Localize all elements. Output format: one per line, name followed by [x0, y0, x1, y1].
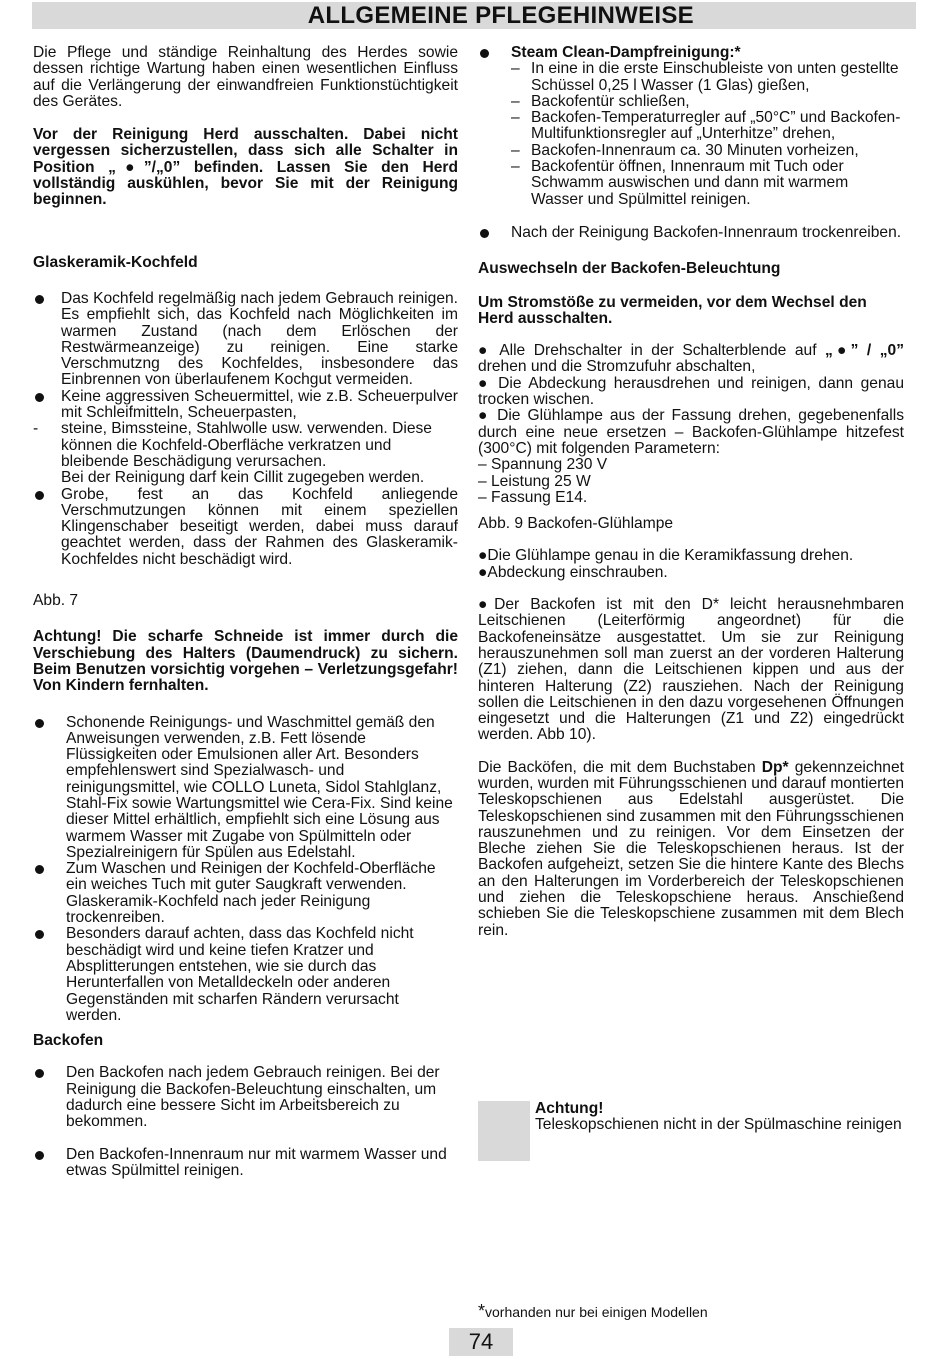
care-bullet-2: Zum Waschen und Reinigen der Kochfeld-Oberfläche ein weiches Tuch mit guter Saugkraft verwenden. Glaskeramik-Kochfeld nach jeder Reinigung trockenreiben. [33, 861, 458, 926]
lamp-spec-voltage: – Spannung 230 V [478, 456, 608, 474]
page-title: ALLGEMEINE PFLEGEHINWEISE [307, 2, 694, 29]
steam-step: – In eine in die erste Einschubleiste von unten gestellte Schüssel 0,25 l Wasser (1 Glas) gießen, [511, 61, 904, 94]
dash-mark: - [33, 420, 39, 438]
lamp-heading: Auswechseln der Backofen-Beleuchtung [478, 260, 781, 278]
steam-step: – Backofentür schließen, [511, 94, 904, 110]
figure-7-label: Abb. 7 [33, 592, 79, 610]
hob-bullet-1: Das Kochfeld regelmäßig nach jedem Gebrauch reinigen. Es empfiehlt sich, das Kochfeld nach Möglichkeiten im warmen Zustand (nach dem Erlöschen der Restwärmeanzeige) zu reinigen. Eine starke Verschmutzng des Kochfeldes, insbesondere das Einbrennen von überlaufenem Kochgut vermeiden. [33, 291, 458, 389]
steam-clean-steps [478, 61, 904, 208]
lamp-step-1 [478, 343, 904, 376]
note-title: Achtung! [535, 1100, 604, 1117]
oven-bullet-1: Den Backofen nach jedem Gebrauch reinigen. Bei der Reinigung die Backofen-Beleuchtung einschalten, um dadurch eine bessere Sicht im Arbeitsbereich zu bekommen. [33, 1065, 458, 1130]
hob-cillit-note: Bei der Reinigung darf kein Cillit zugegeben werden. [61, 469, 425, 487]
steam-step: – Backofentür öffnen, Innenraum mit Tuch oder Schwamm auswischen und dann mit warmem Wasser und Spülmittel reinigen. [511, 159, 904, 208]
telescopic-a: Die Backöfen, die mit dem Buchstaben [478, 758, 762, 776]
scraper-caution: Achtung! Die scharfe Schneide ist immer durch die Verschiebung des Halters (Daumendruck) zu sichern. Beim Benutzen vorsichtig vorgehen – Verletzungsgefahr! Von Kindern fernhalten. [33, 628, 458, 695]
note-text: Teleskopschienen nicht in der Spülmaschine reinigen [535, 1116, 902, 1134]
dry-oven-bullet: Nach der Reinigung Backofen-Innenraum trockenreiben. [478, 225, 904, 241]
dishwasher-note [535, 1101, 905, 1134]
lamp-spec-power: – Leistung 25 W [478, 472, 591, 490]
switch-position: „●” / „0” [825, 342, 905, 360]
lamp-step-5: ●Abdeckung einschrauben. [478, 563, 668, 581]
oven-bullet-2: Den Backofen-Innenraum nur mit warmem Wasser und etwas Spülmittel reinigen. [33, 1147, 458, 1180]
hob-heading: Glaskeramik-Kochfeld [33, 253, 198, 271]
page-number: 74 [468, 1329, 494, 1354]
footnote-text: vorhanden nur bei einigen Modellen [485, 1304, 708, 1320]
steam-clean-title: Steam Clean-Dampfreinigung:* [478, 45, 904, 61]
oven-heading: Backofen [33, 1032, 104, 1050]
lamp-spec-socket: – Fassung E14. [478, 488, 588, 506]
note-gray-box [478, 1101, 530, 1161]
safety-warning: Vor der Reinigung Herd ausschalten. Dabei nicht vergessen sicherzustellen, dass sich alle Schalter in Position „●”/„0” befinden. Lassen Sie den Herd vollständig auskühlen, bevor Sie mit der Reinigung beginnen. [33, 126, 458, 209]
hob-bullet-3: Grobe, fest an das Kochfeld anliegende Verschmutzungen können mit einem speziellen Klingenschaber beseitigt werden, dabei muss darauf geachtet werden, dass der Rahmen des Glaskeramik-Kochfeldes nicht beschädigt wird. [33, 487, 458, 568]
footnote [478, 1302, 708, 1321]
left-column [33, 45, 458, 1179]
header-bar [32, 2, 916, 29]
right-column [478, 45, 904, 939]
hob-bullet-2: Keine aggressiven Scheuermittel, wie z.B. Scheuerpulver mit Schleifmitteln, Scheuerpasten, [33, 389, 458, 422]
lamp-step-3: ● Die Glühlampe aus der Fassung drehen, gegebenenfalls durch eine neue ersetzen – Backofen-Glühlampe hitzefest (300°C) mit folgenden Parametern: [478, 407, 904, 457]
footnote-star: * [478, 1301, 486, 1321]
page-number-box [449, 1328, 513, 1356]
hob-bullet-2-text: steine, Bimssteine, Stahlwolle usw. verwenden. Diese können die Kochfeld-Oberfläche verkratzen und bleibende Beschädigung verursachen. [61, 420, 432, 470]
care-bullet-3: Besonders darauf achten, dass das Kochfeld nicht beschädigt wird und keine tiefen Kratzer und Absplitterungen entstehen, wie sie durch das Herunterfallen von Metalldeckeln oder anderen Gegenständen mit scharfen Rändern verursacht werden. [33, 926, 458, 1024]
intro-paragraph: Die Pflege und ständige Reinhaltung des Herdes sowie dessen richtige Wartung haben einen wesentlichen Einfluss auf die Verlängerung der einwandfreien Funktionstüchtigkeit des Gerätes. [33, 44, 458, 110]
lamp-step-1-c: drehen und die Stromzufuhr abschalten, [478, 358, 756, 376]
hob-bullet-2-continued [33, 421, 458, 486]
rails-paragraph: ●Der Backofen ist mit den D* leicht herausnehmbaren Leitschienen (Leiterförmig angeordnet) für die Backofeneinsätze ausgestattet. Um sie zur Reinigung herauszunehmen soll man zuerst an der vorderen Halterung (Z1) ziehen, dann die Leitschienen kippen und aus der hinteren Halterung (Z2) rausziehen. Nach der Reinigung sollen die Leitschienen in den dazu vorgesehenen Öffnungen eingesetzt und die Halterungen (Z1 und Z2) eingedrückt werden. Abb 10). [478, 596, 904, 744]
lamp-step-1-a: ● Alle Drehschalter in der Schalterblende auf [478, 342, 826, 360]
steam-step: – Backofen-Innenraum ca. 30 Minuten vorheizen, [511, 143, 904, 159]
figure-9-label: Abb. 9 Backofen-Glühlampe [478, 515, 674, 533]
lamp-step-4: ●Die Glühlampe genau in die Keramikfassung drehen. [478, 547, 854, 565]
steam-step: – Backofen-Temperaturregler auf „50°C” und Backofen-Multifunktionsregler auf „Unterhitze” drehen, [511, 110, 904, 143]
dp-marker: Dp* [761, 758, 789, 776]
telescopic-c: gekennzeichnet wurden, wurden mit Führungsschienen und darauf montierten Teleskopschienen aus Edelstahl ausgerüstet. Die Teleskopschienen sind zusammen mit den Führungsschienen rauszunehmen und zu reinigen. Vor dem Einsetzen der Bleche ziehen Sie die Teleskopschienen heraus. Ist der Backofen aufgeheizt, setzen Sie die hintere Kante des Blechs an den Halterungen im Vorderbereich der Teleskopschienen und ziehen die Teleskopschiene heraus. Anschießend schieben Sie die Teleskopschiene zusammen mit dem Blech rein. [478, 758, 904, 939]
care-bullet-1: Schonende Reinigungs- und Waschmittel gemäß den Anweisungen verwenden, z.B. Fett lösende Flüssigkeiten oder Emulsionen aller Art. Besonders empfehlenswert sind Spezialwasch- und reinigungsmittel, wie COLLO Luneta, Sidol Stahlglanz, Stahl-Fix sowie Wartungsmittel wie Cera-Fix. Sind keine dieser Mittel erhältlich, empfiehlt sich eine Lösung aus warmem Wasser mit Zugabe von Spülmitteln oder Spezialreinigern für Spülen aus Edelstahl. [33, 715, 458, 862]
lamp-warning: Um Stromstöße zu vermeiden, vor dem Wechsel den Herd ausschalten. [478, 293, 867, 327]
lamp-step-2: ● Die Abdeckung herausdrehen und reinigen, dann genau trocken wischen. [478, 374, 904, 409]
telescopic-paragraph [478, 760, 904, 939]
